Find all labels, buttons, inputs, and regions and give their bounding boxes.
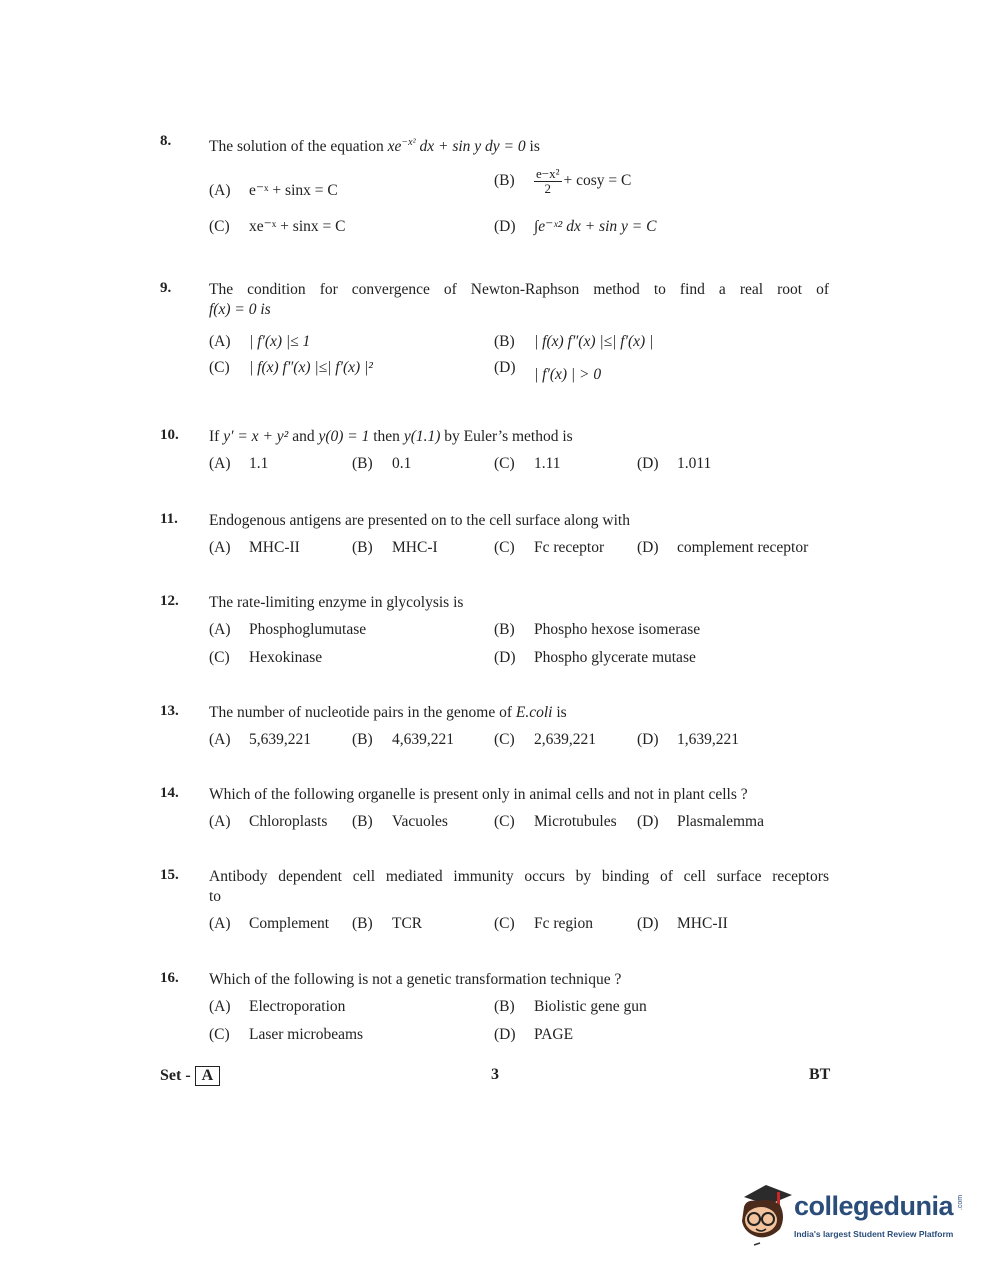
- option-b[interactable]: (B) 4,639,221: [352, 731, 454, 748]
- question-text: Which of the following organelle is present only in animal cells and not in plant cells ?: [209, 786, 748, 803]
- option-c[interactable]: (C) Fc receptor: [494, 539, 605, 556]
- question-text-cont: f(x) = 0 is: [209, 301, 271, 318]
- subject-code: BT: [809, 1066, 831, 1083]
- question-number: 11.: [160, 511, 178, 527]
- question-number: 16.: [160, 970, 179, 986]
- option-a[interactable]: (A) 1.1: [209, 455, 269, 472]
- option-d[interactable]: (D) Phospho glycerate mutase: [494, 649, 696, 666]
- question-text: The condition for convergence of Newton-Raphson method to find a real root of: [209, 281, 829, 298]
- option-b[interactable]: (B) TCR: [352, 915, 423, 932]
- option-d[interactable]: (D) Plasmalemma: [637, 813, 764, 830]
- question-number: 12.: [160, 593, 179, 609]
- option-a[interactable]: (A) Complement: [209, 915, 330, 932]
- option-a[interactable]: (A) Electroporation: [209, 998, 346, 1015]
- option-d[interactable]: (D) PAGE: [494, 1026, 574, 1043]
- logo-tagline: India's largest Student Review Platform: [794, 1229, 954, 1239]
- option-c[interactable]: (C) Laser microbeams: [209, 1026, 364, 1043]
- option-c[interactable]: (C) | f(x) f″(x) |≤| f′(x) |²: [209, 359, 373, 376]
- option-b[interactable]: (B) 0.1: [352, 455, 412, 472]
- option-b[interactable]: (B) MHC-I: [352, 539, 438, 556]
- option-b[interactable]: (B) Phospho hexose isomerase: [494, 621, 701, 638]
- set-indicator: Set - A: [160, 1066, 220, 1086]
- option-b[interactable]: (B) $\frac{\text{e−x²}}{2}$ + cosy = C: [494, 166, 632, 196]
- question-text: If y′ = x + y² and y(0) = 1 then y(1.1) by Euler’s method is: [209, 428, 573, 445]
- question-text: Antibody dependent cell mediated immunity occurs by binding of cell surface receptors: [209, 868, 829, 885]
- option-d[interactable]: (D) complement receptor: [637, 539, 809, 556]
- question-number: 14.: [160, 785, 179, 801]
- option-c[interactable]: (C) 1.11: [494, 455, 561, 472]
- mascot-icon: [736, 1183, 796, 1253]
- logo-suffix: .com: [957, 1194, 965, 1211]
- logo-wordmark: collegedunia: [794, 1191, 954, 1221]
- option-d[interactable]: (D) | f′(x) | > 0: [494, 359, 602, 383]
- option-c[interactable]: (C) Microtubules: [494, 813, 617, 830]
- option-c[interactable]: (C) Fc region: [494, 915, 593, 932]
- set-box: A: [195, 1066, 221, 1086]
- option-d[interactable]: (D) MHC-II: [637, 915, 728, 932]
- question-number: 13.: [160, 703, 179, 719]
- question-number: 8.: [160, 133, 172, 149]
- question-text: The solution of the equation $xe^{-x^2}$ dx + sin y dy = 0 is: [209, 137, 540, 156]
- question-text: Which of the following is not a genetic transformation technique ?: [209, 971, 622, 988]
- page-number: 3: [491, 1066, 499, 1083]
- option-a[interactable]: (A) Chloroplasts: [209, 813, 328, 830]
- question-number: 15.: [160, 867, 179, 883]
- option-a[interactable]: (A) MHC-II: [209, 539, 300, 556]
- option-b[interactable]: (B) Vacuoles: [352, 813, 448, 830]
- option-d[interactable]: (D) ∫e⁻ˣ² dx + sin y = C: [494, 218, 657, 235]
- question-text: The rate-limiting enzyme in glycolysis is: [209, 594, 464, 611]
- option-a[interactable]: (A) e⁻ˣ + sinx = C: [209, 182, 338, 199]
- option-a[interactable]: (A) Phosphoglumutase: [209, 621, 367, 638]
- option-c[interactable]: (C) Hexokinase: [209, 649, 323, 666]
- option-a[interactable]: (A) | f′(x) |≤ 1: [209, 333, 311, 350]
- question-text: The number of nucleotide pairs in the genome of E.coli is: [209, 704, 567, 721]
- option-c[interactable]: (C) 2,639,221: [494, 731, 596, 748]
- question-number: 10.: [160, 427, 179, 443]
- question-text-cont: to: [209, 888, 222, 905]
- collegedunia-logo: [736, 1183, 966, 1253]
- option-a[interactable]: (A) 5,639,221: [209, 731, 311, 748]
- question-text: Endogenous antigens are presented on to the cell surface along with: [209, 512, 630, 529]
- question-number: 9.: [160, 280, 172, 296]
- option-b[interactable]: (B) Biolistic gene gun: [494, 998, 647, 1015]
- option-c[interactable]: (C) xe⁻ˣ + sinx = C: [209, 218, 346, 235]
- option-b[interactable]: (B) | f(x) f″(x) |≤| f′(x) |: [494, 333, 654, 350]
- option-d[interactable]: (D) 1,639,221: [637, 731, 739, 748]
- option-d[interactable]: (D) 1.011: [637, 455, 712, 472]
